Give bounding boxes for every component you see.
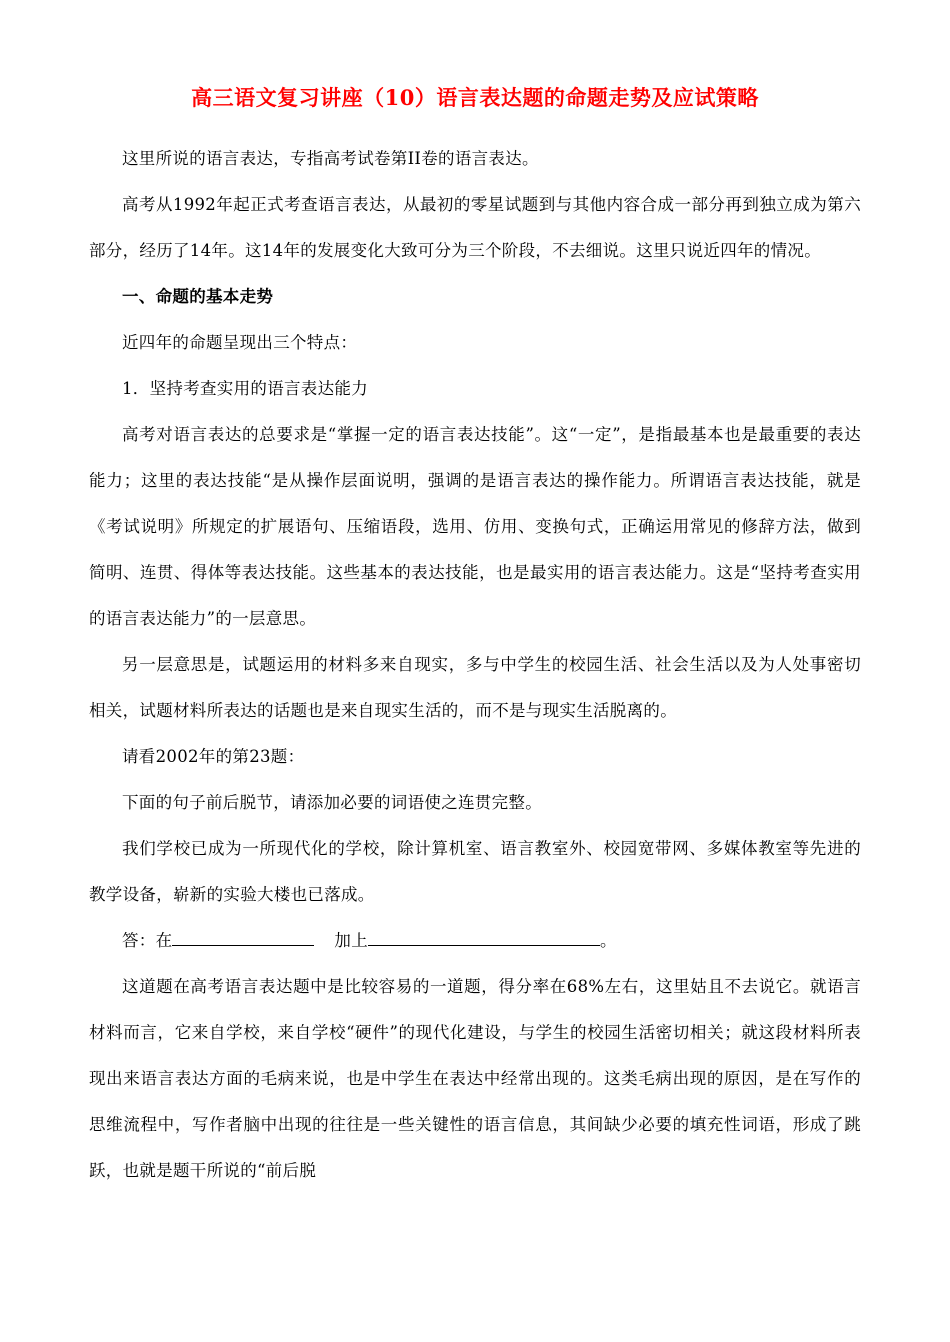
document-page [89,78,861,1194]
paragraph-intro: 这里所说的语言表达，专指高考试卷第II卷的语言表达。 [122,149,539,168]
paragraph-requirement: 高考对语言表达的总要求是“掌握一定的语言表达技能”。这“一定”，是指最基本也是最重要的表达能力；这里的表达技能“是从操作层面说明，强调的是语言表达的操作能力。所谓语言表达技能，就是《考试说明》所规定的扩展语句、压缩语段，选用、仿用、变换句式，正确运用常见的修辞方法，做到简明、连贯、得体等表达技能。这些基本的表达技能，也是最实用的语言表达能力。这是“坚持考查实用的语言表达能力”的一层意思。 [89,425,861,628]
section-intro: 近四年的命题呈现出三个特点： [122,333,358,352]
paragraph-question-prompt: 下面的句子前后脱节，请添加必要的词语使之连贯完整。 [122,793,542,812]
point-heading: 1．坚持考查实用的语言表达能力 [122,379,368,398]
document-title: 高三语文复习讲座（10）语言表达题的命题走势及应试策略 [191,85,759,110]
answer-end: 。 [600,931,617,950]
answer-blank-2 [368,927,600,946]
paragraph-example-intro: 请看2002年的第23题： [122,747,305,766]
paragraph-analysis: 这道题在高考语言表达题中是比较容易的一道题，得分率在68%左右，这里姑且不去说它。就语言材料而言，它来自学校，来自学校“硬件”的现代化建设，与学生的校园生活密切相关；就这段材料所表现出来语言表达方面的毛病来说，也是中学生在表达中经常出现的。这类毛病出现的原因，是在写作的思维流程中，写作者脑中出现的往往是一些关键性的语言信息，其间缺少必要的填充性词语，形成了跳跃，也就是题干所说的“前后脱 [89,977,861,1180]
section-heading: 一、命题的基本走势 [122,287,274,306]
answer-blank-1 [172,927,314,946]
paragraph-history: 高考从1992年起正式考查语言表达，从最初的零星试题到与其他内容合成一部分再到独立成为第六部分，经历了14年。这14年的发展变化大致可分为三个阶段，不去细说。这里只说近四年的情况。 [89,195,861,260]
answer-label-2: 加上 [334,931,369,950]
paragraph-question-text: 我们学校已成为一所现代化的学校，除计算机室、语言教室外、校园宽带网、多媒体教室等先进的教学设备，崭新的实验大楼也已落成。 [89,839,861,904]
answer-label-1: 答：在 [122,931,173,950]
paragraph-second-meaning: 另一层意思是，试题运用的材料多来自现实，多与中学生的校园生活、社会生活以及为人处事密切相关，试题材料所表达的话题也是来自现实生活的，而不是与现实生活脱离的。 [89,655,861,720]
answer-line [89,918,861,964]
